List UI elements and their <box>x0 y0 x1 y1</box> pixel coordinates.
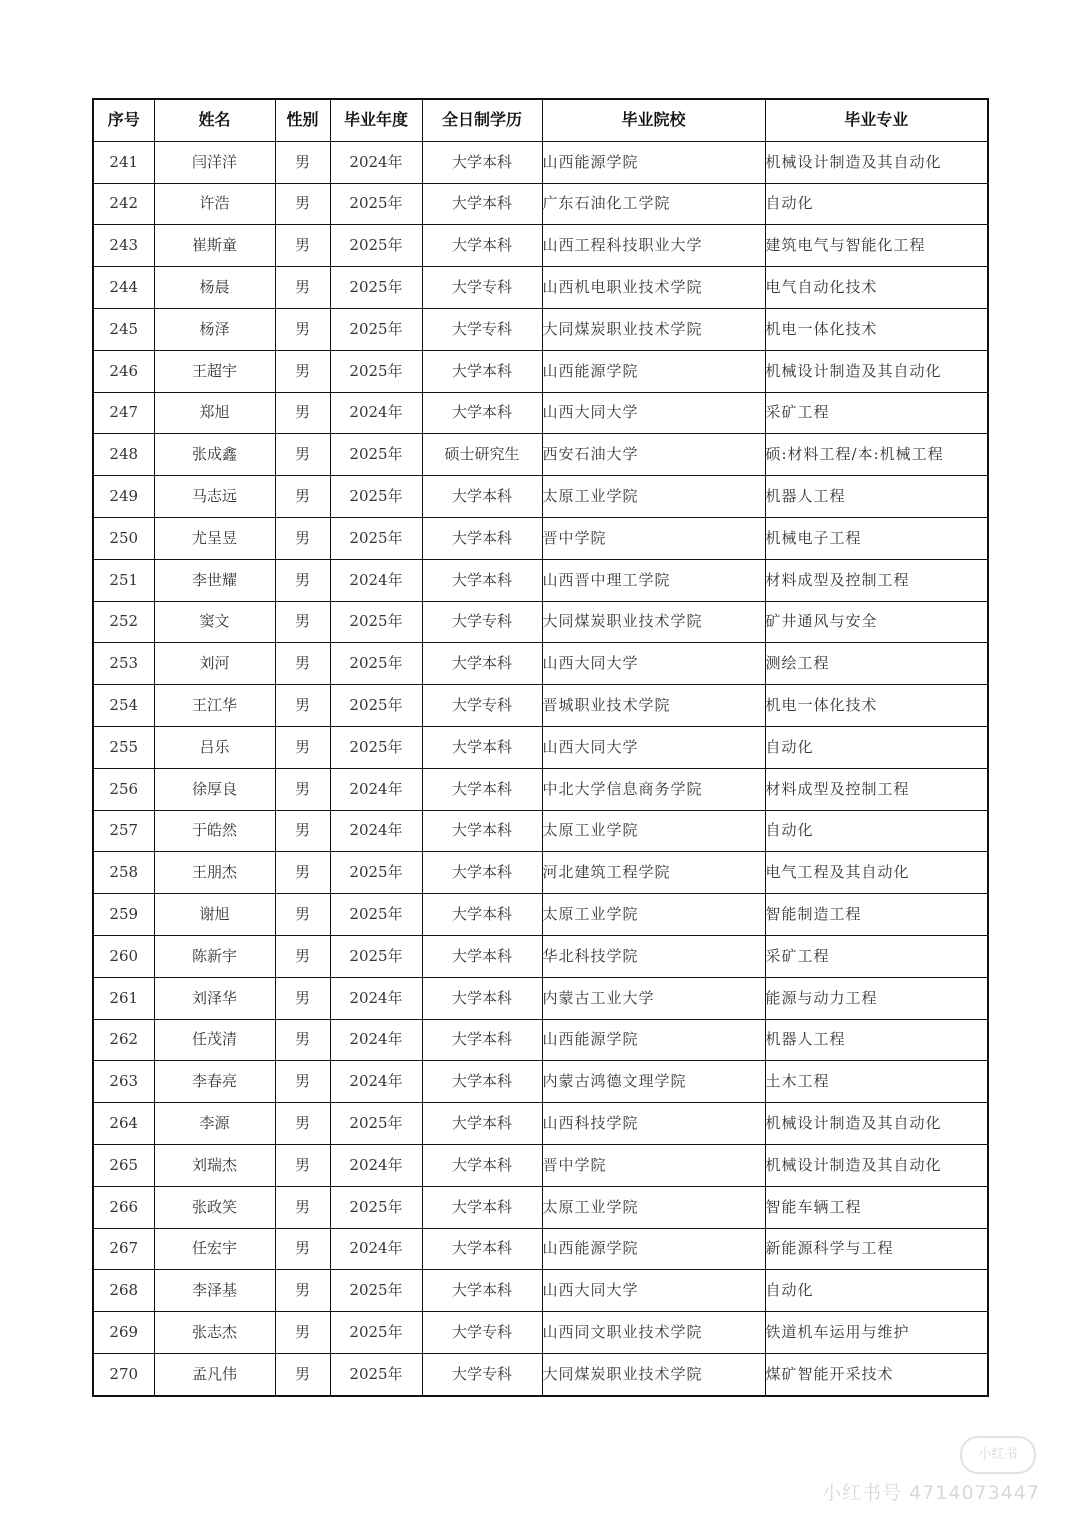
cell-degree: 大学专科 <box>422 308 542 350</box>
cell-gender: 男 <box>275 1103 330 1145</box>
cell-major: 自动化 <box>765 183 988 225</box>
cell-major: 能源与动力工程 <box>765 977 988 1019</box>
cell-gender: 男 <box>275 1353 330 1395</box>
cell-name: 郑旭 <box>154 392 275 434</box>
header-gender: 性别 <box>275 99 330 141</box>
cell-major: 机械设计制造及其自动化 <box>765 350 988 392</box>
header-degree: 全日制学历 <box>422 99 542 141</box>
cell-degree: 大学本科 <box>422 1061 542 1103</box>
cell-major: 电气自动化技术 <box>765 267 988 309</box>
cell-serial: 267 <box>93 1228 154 1270</box>
cell-degree: 大学本科 <box>422 350 542 392</box>
header-name: 姓名 <box>154 99 275 141</box>
cell-grad-year: 2025年 <box>330 517 422 559</box>
table-row <box>93 1103 988 1145</box>
table-row <box>93 894 988 936</box>
cell-serial: 262 <box>93 1019 154 1061</box>
cell-gender: 男 <box>275 1228 330 1270</box>
header-grad-year: 毕业年度 <box>330 99 422 141</box>
cell-serial: 266 <box>93 1186 154 1228</box>
cell-school: 山西机电职业技术学院 <box>542 267 765 309</box>
cell-name: 王朋杰 <box>154 852 275 894</box>
cell-grad-year: 2025年 <box>330 476 422 518</box>
cell-grad-year: 2025年 <box>330 308 422 350</box>
cell-grad-year: 2024年 <box>330 1019 422 1061</box>
table-row <box>93 183 988 225</box>
table-row <box>93 1353 988 1395</box>
cell-gender: 男 <box>275 1270 330 1312</box>
cell-major: 煤矿智能开采技术 <box>765 1353 988 1395</box>
cell-school: 山西能源学院 <box>542 1228 765 1270</box>
cell-degree: 大学本科 <box>422 1103 542 1145</box>
cell-school: 太原工业学院 <box>542 1186 765 1228</box>
cell-major: 铁道机车运用与维护 <box>765 1312 988 1354</box>
header-major: 毕业专业 <box>765 99 988 141</box>
cell-gender: 男 <box>275 225 330 267</box>
cell-grad-year: 2025年 <box>330 267 422 309</box>
cell-gender: 男 <box>275 1061 330 1103</box>
cell-name: 李春亮 <box>154 1061 275 1103</box>
cell-school: 山西工程科技职业大学 <box>542 225 765 267</box>
cell-gender: 男 <box>275 350 330 392</box>
cell-major: 机械设计制造及其自动化 <box>765 1144 988 1186</box>
table-row <box>93 726 988 768</box>
table-row <box>93 476 988 518</box>
cell-grad-year: 2025年 <box>330 643 422 685</box>
cell-name: 吕乐 <box>154 726 275 768</box>
cell-serial: 257 <box>93 810 154 852</box>
cell-major: 机电一体化技术 <box>765 685 988 727</box>
cell-degree: 大学专科 <box>422 1353 542 1395</box>
cell-degree: 大学本科 <box>422 1186 542 1228</box>
cell-major: 矿井通风与安全 <box>765 601 988 643</box>
table-row <box>93 1312 988 1354</box>
header-serial: 序号 <box>93 99 154 141</box>
table-row <box>93 810 988 852</box>
cell-grad-year: 2024年 <box>330 1228 422 1270</box>
cell-name: 张成鑫 <box>154 434 275 476</box>
header-school: 毕业院校 <box>542 99 765 141</box>
cell-major: 机器人工程 <box>765 1019 988 1061</box>
cell-serial: 263 <box>93 1061 154 1103</box>
cell-major: 电气工程及其自动化 <box>765 852 988 894</box>
cell-degree: 大学专科 <box>422 601 542 643</box>
cell-serial: 269 <box>93 1312 154 1354</box>
cell-gender: 男 <box>275 559 330 601</box>
cell-degree: 大学本科 <box>422 476 542 518</box>
cell-school: 大同煤炭职业技术学院 <box>542 1353 765 1395</box>
cell-grad-year: 2024年 <box>330 559 422 601</box>
cell-major: 机械设计制造及其自动化 <box>765 1103 988 1145</box>
cell-serial: 254 <box>93 685 154 727</box>
cell-school: 山西能源学院 <box>542 141 765 183</box>
cell-gender: 男 <box>275 183 330 225</box>
cell-grad-year: 2024年 <box>330 392 422 434</box>
cell-school: 内蒙古鸿德文理学院 <box>542 1061 765 1103</box>
cell-serial: 255 <box>93 726 154 768</box>
cell-name: 刘河 <box>154 643 275 685</box>
cell-serial: 244 <box>93 267 154 309</box>
cell-name: 谢旭 <box>154 894 275 936</box>
cell-serial: 248 <box>93 434 154 476</box>
cell-gender: 男 <box>275 308 330 350</box>
cell-school: 晋中学院 <box>542 1144 765 1186</box>
cell-major: 建筑电气与智能化工程 <box>765 225 988 267</box>
cell-grad-year: 2024年 <box>330 810 422 852</box>
cell-degree: 大学专科 <box>422 685 542 727</box>
cell-serial: 247 <box>93 392 154 434</box>
cell-serial: 249 <box>93 476 154 518</box>
cell-school: 中北大学信息商务学院 <box>542 768 765 810</box>
cell-gender: 男 <box>275 1186 330 1228</box>
cell-serial: 246 <box>93 350 154 392</box>
cell-serial: 245 <box>93 308 154 350</box>
cell-grad-year: 2024年 <box>330 768 422 810</box>
cell-grad-year: 2024年 <box>330 141 422 183</box>
cell-major: 自动化 <box>765 1270 988 1312</box>
cell-serial: 259 <box>93 894 154 936</box>
cell-major: 新能源科学与工程 <box>765 1228 988 1270</box>
table-row <box>93 308 988 350</box>
cell-degree: 大学本科 <box>422 726 542 768</box>
cell-major: 智能车辆工程 <box>765 1186 988 1228</box>
cell-degree: 硕士研究生 <box>422 434 542 476</box>
table-row <box>93 643 988 685</box>
cell-name: 李源 <box>154 1103 275 1145</box>
cell-name: 王超宇 <box>154 350 275 392</box>
cell-gender: 男 <box>275 476 330 518</box>
cell-school: 山西大同大学 <box>542 643 765 685</box>
cell-school: 太原工业学院 <box>542 810 765 852</box>
cell-major: 测绘工程 <box>765 643 988 685</box>
cell-school: 山西大同大学 <box>542 1270 765 1312</box>
cell-grad-year: 2025年 <box>330 225 422 267</box>
watermark-logo: 小红书 <box>960 1436 1036 1474</box>
cell-name: 窦文 <box>154 601 275 643</box>
cell-name: 任茂清 <box>154 1019 275 1061</box>
cell-school: 大同煤炭职业技术学院 <box>542 308 765 350</box>
table-row <box>93 225 988 267</box>
cell-degree: 大学本科 <box>422 1019 542 1061</box>
cell-degree: 大学专科 <box>422 1312 542 1354</box>
cell-school: 山西大同大学 <box>542 392 765 434</box>
cell-major: 采矿工程 <box>765 935 988 977</box>
table-row <box>93 1186 988 1228</box>
cell-school: 晋中学院 <box>542 517 765 559</box>
cell-name: 王江华 <box>154 685 275 727</box>
cell-grad-year: 2025年 <box>330 1186 422 1228</box>
cell-major: 机械设计制造及其自动化 <box>765 141 988 183</box>
cell-gender: 男 <box>275 935 330 977</box>
cell-degree: 大学本科 <box>422 559 542 601</box>
cell-school: 晋城职业技术学院 <box>542 685 765 727</box>
cell-school: 太原工业学院 <box>542 476 765 518</box>
cell-grad-year: 2025年 <box>330 1103 422 1145</box>
cell-major: 智能制造工程 <box>765 894 988 936</box>
table-row <box>93 559 988 601</box>
cell-major: 硕:材料工程/本:机械工程 <box>765 434 988 476</box>
cell-grad-year: 2024年 <box>330 1144 422 1186</box>
cell-name: 张志杰 <box>154 1312 275 1354</box>
cell-gender: 男 <box>275 267 330 309</box>
cell-degree: 大学本科 <box>422 1270 542 1312</box>
table-row <box>93 935 988 977</box>
cell-degree: 大学本科 <box>422 517 542 559</box>
cell-degree: 大学本科 <box>422 1228 542 1270</box>
cell-school: 山西大同大学 <box>542 726 765 768</box>
cell-school: 西安石油大学 <box>542 434 765 476</box>
cell-name: 孟凡伟 <box>154 1353 275 1395</box>
cell-gender: 男 <box>275 601 330 643</box>
cell-name: 徐厚良 <box>154 768 275 810</box>
cell-grad-year: 2024年 <box>330 977 422 1019</box>
cell-school: 华北科技学院 <box>542 935 765 977</box>
cell-school: 大同煤炭职业技术学院 <box>542 601 765 643</box>
cell-serial: 253 <box>93 643 154 685</box>
cell-gender: 男 <box>275 685 330 727</box>
cell-school: 山西晋中理工学院 <box>542 559 765 601</box>
cell-degree: 大学本科 <box>422 183 542 225</box>
cell-name: 张政笑 <box>154 1186 275 1228</box>
cell-grad-year: 2025年 <box>330 685 422 727</box>
cell-serial: 265 <box>93 1144 154 1186</box>
cell-degree: 大学本科 <box>422 977 542 1019</box>
cell-grad-year: 2025年 <box>330 1270 422 1312</box>
cell-major: 材料成型及控制工程 <box>765 559 988 601</box>
cell-gender: 男 <box>275 726 330 768</box>
cell-serial: 261 <box>93 977 154 1019</box>
cell-grad-year: 2025年 <box>330 434 422 476</box>
cell-school: 内蒙古工业大学 <box>542 977 765 1019</box>
cell-gender: 男 <box>275 852 330 894</box>
cell-major: 机械电子工程 <box>765 517 988 559</box>
cell-name: 尤呈昱 <box>154 517 275 559</box>
cell-school: 广东石油化工学院 <box>542 183 765 225</box>
cell-gender: 男 <box>275 768 330 810</box>
table-row <box>93 1061 988 1103</box>
cell-major: 材料成型及控制工程 <box>765 768 988 810</box>
cell-degree: 大学本科 <box>422 643 542 685</box>
table-row <box>93 141 988 183</box>
cell-degree: 大学本科 <box>422 935 542 977</box>
cell-gender: 男 <box>275 392 330 434</box>
table-row <box>93 601 988 643</box>
cell-gender: 男 <box>275 977 330 1019</box>
cell-serial: 270 <box>93 1353 154 1395</box>
cell-name: 李世耀 <box>154 559 275 601</box>
cell-gender: 男 <box>275 434 330 476</box>
cell-degree: 大学本科 <box>422 225 542 267</box>
table-row <box>93 1144 988 1186</box>
table-row <box>93 1270 988 1312</box>
watermark-account: 小红书号 4714073447 <box>822 1482 1040 1504</box>
cell-grad-year: 2025年 <box>330 601 422 643</box>
table-row <box>93 852 988 894</box>
cell-gender: 男 <box>275 1144 330 1186</box>
cell-serial: 256 <box>93 768 154 810</box>
cell-serial: 260 <box>93 935 154 977</box>
roster-body <box>93 141 988 1395</box>
cell-name: 刘瑞杰 <box>154 1144 275 1186</box>
cell-major: 自动化 <box>765 810 988 852</box>
cell-grad-year: 2025年 <box>330 1353 422 1395</box>
table-row <box>93 517 988 559</box>
cell-serial: 268 <box>93 1270 154 1312</box>
cell-major: 机器人工程 <box>765 476 988 518</box>
cell-serial: 258 <box>93 852 154 894</box>
cell-school: 山西能源学院 <box>542 350 765 392</box>
cell-degree: 大学本科 <box>422 768 542 810</box>
cell-gender: 男 <box>275 643 330 685</box>
cell-degree: 大学本科 <box>422 852 542 894</box>
cell-grad-year: 2025年 <box>330 1312 422 1354</box>
cell-grad-year: 2024年 <box>330 1061 422 1103</box>
cell-major: 机电一体化技术 <box>765 308 988 350</box>
cell-degree: 大学本科 <box>422 894 542 936</box>
cell-degree: 大学本科 <box>422 1144 542 1186</box>
cell-grad-year: 2025年 <box>330 183 422 225</box>
cell-name: 于皓然 <box>154 810 275 852</box>
cell-degree: 大学本科 <box>422 392 542 434</box>
cell-degree: 大学本科 <box>422 141 542 183</box>
cell-name: 李泽基 <box>154 1270 275 1312</box>
cell-school: 山西同文职业技术学院 <box>542 1312 765 1354</box>
table-row <box>93 434 988 476</box>
cell-school: 山西能源学院 <box>542 1019 765 1061</box>
cell-school: 山西科技学院 <box>542 1103 765 1145</box>
cell-serial: 250 <box>93 517 154 559</box>
table-row <box>93 685 988 727</box>
table-row <box>93 350 988 392</box>
header-row <box>93 99 988 141</box>
cell-serial: 264 <box>93 1103 154 1145</box>
cell-gender: 男 <box>275 1019 330 1061</box>
cell-major: 自动化 <box>765 726 988 768</box>
cell-serial: 243 <box>93 225 154 267</box>
cell-degree: 大学专科 <box>422 267 542 309</box>
cell-gender: 男 <box>275 810 330 852</box>
cell-school: 太原工业学院 <box>542 894 765 936</box>
cell-serial: 251 <box>93 559 154 601</box>
table-row <box>93 1019 988 1061</box>
table-row <box>93 267 988 309</box>
cell-grad-year: 2025年 <box>330 852 422 894</box>
graduate-roster-table <box>92 98 989 1397</box>
cell-gender: 男 <box>275 141 330 183</box>
cell-major: 土木工程 <box>765 1061 988 1103</box>
cell-school: 河北建筑工程学院 <box>542 852 765 894</box>
cell-name: 陈新宇 <box>154 935 275 977</box>
cell-serial: 242 <box>93 183 154 225</box>
table-row <box>93 977 988 1019</box>
cell-serial: 252 <box>93 601 154 643</box>
cell-grad-year: 2025年 <box>330 726 422 768</box>
cell-name: 任宏宇 <box>154 1228 275 1270</box>
cell-name: 许浩 <box>154 183 275 225</box>
cell-major: 采矿工程 <box>765 392 988 434</box>
cell-name: 马志远 <box>154 476 275 518</box>
cell-name: 闫洋洋 <box>154 141 275 183</box>
cell-serial: 241 <box>93 141 154 183</box>
table-row <box>93 392 988 434</box>
cell-gender: 男 <box>275 517 330 559</box>
cell-name: 杨晨 <box>154 267 275 309</box>
cell-gender: 男 <box>275 894 330 936</box>
table-row <box>93 1228 988 1270</box>
cell-degree: 大学本科 <box>422 810 542 852</box>
cell-name: 杨泽 <box>154 308 275 350</box>
cell-name: 崔斯童 <box>154 225 275 267</box>
cell-grad-year: 2025年 <box>330 935 422 977</box>
cell-grad-year: 2025年 <box>330 350 422 392</box>
cell-name: 刘泽华 <box>154 977 275 1019</box>
cell-grad-year: 2025年 <box>330 894 422 936</box>
cell-gender: 男 <box>275 1312 330 1354</box>
table-row <box>93 768 988 810</box>
